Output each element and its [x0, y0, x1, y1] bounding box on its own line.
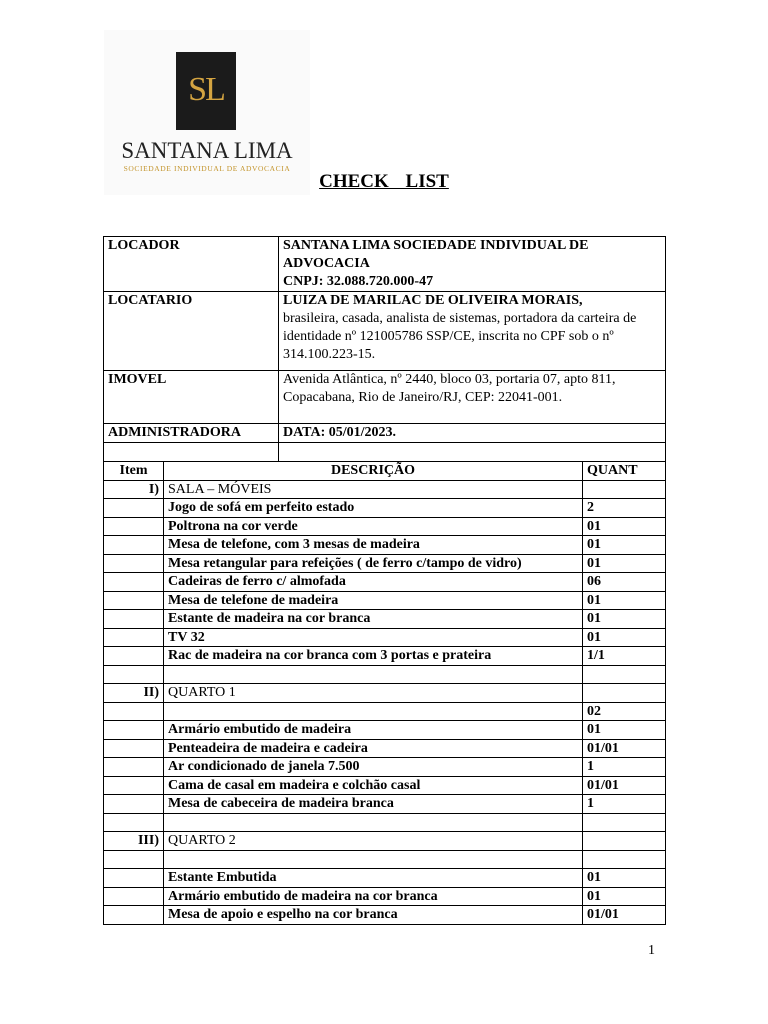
- item-description: [164, 813, 583, 832]
- item-row: [104, 554, 666, 573]
- item-row: [104, 573, 666, 592]
- item-number: II): [104, 684, 164, 703]
- item-description: Mesa de telefone, com 3 mesas de madeira: [164, 536, 583, 555]
- item-quantity: 01: [583, 536, 666, 555]
- parties-table: [103, 236, 666, 462]
- item-row: [104, 795, 666, 814]
- item-number: [104, 702, 164, 721]
- spacer-row: [104, 443, 666, 462]
- header-quant: QUANT: [583, 462, 666, 481]
- locador-cnpj: CNPJ: 32.088.720.000-47: [283, 274, 434, 289]
- item-quantity: 01: [583, 554, 666, 573]
- item-number: [104, 721, 164, 740]
- item-description: Rac de madeira na cor branca com 3 portas e prateira: [164, 647, 583, 666]
- spacer-cell: [104, 443, 279, 462]
- item-row: [104, 758, 666, 777]
- page-number: 1: [648, 943, 655, 958]
- item-description: QUARTO 1: [164, 684, 583, 703]
- logo-name: SANTANA LIMA: [121, 138, 293, 163]
- section-row: [104, 832, 666, 851]
- spacer-cell: [279, 443, 666, 462]
- item-description: QUARTO 2: [164, 832, 583, 851]
- item-row: [104, 610, 666, 629]
- item-quantity: [583, 813, 666, 832]
- item-row: [104, 517, 666, 536]
- item-number: [104, 628, 164, 647]
- header-item: Item: [104, 462, 164, 481]
- item-quantity: 01/01: [583, 906, 666, 925]
- locador-label: LOCADOR: [104, 237, 279, 292]
- item-description: Mesa de apoio e espelho na cor branca: [164, 906, 583, 925]
- item-description: Estante de madeira na cor branca: [164, 610, 583, 629]
- item-row: [104, 850, 666, 869]
- document-title: CHECK LIST: [319, 171, 449, 192]
- item-quantity: 01: [583, 517, 666, 536]
- item-number: [104, 887, 164, 906]
- item-quantity: 01/01: [583, 776, 666, 795]
- item-quantity: 01: [583, 610, 666, 629]
- locatario-cell: [279, 292, 666, 371]
- item-quantity: [583, 832, 666, 851]
- item-quantity: 01: [583, 721, 666, 740]
- locatario-row: [104, 292, 666, 371]
- item-description: Cadeiras de ferro c/ almofada: [164, 573, 583, 592]
- section-row: [104, 684, 666, 703]
- item-number: III): [104, 832, 164, 851]
- item-row: [104, 906, 666, 925]
- imovel-address: Avenida Atlântica, nº 2440, bloco 03, portaria 07, apto 811, Copacabana, Rio de Janeiro/RJ, CEP: 22041-001.: [279, 371, 666, 424]
- item-quantity: [583, 684, 666, 703]
- item-row: [104, 628, 666, 647]
- item-description: Ar condicionado de janela 7.500: [164, 758, 583, 777]
- item-quantity: 06: [583, 573, 666, 592]
- item-number: [104, 758, 164, 777]
- item-description: Estante Embutida: [164, 869, 583, 888]
- item-quantity: 01: [583, 591, 666, 610]
- date-value: DATA: 05/01/2023.: [279, 424, 666, 443]
- locatario-name: LUIZA DE MARILAC DE OLIVEIRA MORAIS,: [283, 293, 583, 308]
- locador-row: [104, 237, 666, 292]
- item-number: [104, 573, 164, 592]
- item-description: Penteadeira de madeira e cadeira: [164, 739, 583, 758]
- item-number: [104, 776, 164, 795]
- item-description: [164, 702, 583, 721]
- item-number: [104, 517, 164, 536]
- item-number: [104, 869, 164, 888]
- imovel-label: IMOVEL: [104, 371, 279, 424]
- item-description: TV 32: [164, 628, 583, 647]
- item-quantity: [583, 480, 666, 499]
- item-row: [104, 499, 666, 518]
- item-description: [164, 850, 583, 869]
- imovel-row: [104, 371, 666, 424]
- item-quantity: 01/01: [583, 739, 666, 758]
- logo-monogram: SL: [188, 71, 224, 108]
- item-row: [104, 721, 666, 740]
- locador-cell: [279, 237, 666, 292]
- item-quantity: 1: [583, 795, 666, 814]
- item-number: [104, 795, 164, 814]
- header-description: DESCRIÇÃO: [164, 462, 583, 481]
- item-quantity: 1/1: [583, 647, 666, 666]
- item-description: Mesa retangular para refeições ( de ferro c/tampo de vidro): [164, 554, 583, 573]
- item-quantity: 01: [583, 869, 666, 888]
- item-description: Cama de casal em madeira e colchão casal: [164, 776, 583, 795]
- items-header-row: [104, 462, 666, 481]
- item-description: [164, 665, 583, 684]
- item-number: [104, 499, 164, 518]
- items-body: [104, 480, 666, 924]
- item-row: [104, 739, 666, 758]
- item-row: [104, 665, 666, 684]
- item-quantity: 01: [583, 628, 666, 647]
- items-table: [103, 461, 666, 925]
- item-number: [104, 665, 164, 684]
- item-description: Jogo de sofá em perfeito estado: [164, 499, 583, 518]
- item-row: [104, 591, 666, 610]
- item-number: [104, 647, 164, 666]
- item-quantity: 01: [583, 887, 666, 906]
- item-description: Armário embutido de madeira na cor branca: [164, 887, 583, 906]
- item-quantity: 1: [583, 758, 666, 777]
- item-row: [104, 647, 666, 666]
- item-row: [104, 813, 666, 832]
- item-quantity: [583, 665, 666, 684]
- item-number: [104, 850, 164, 869]
- item-row: [104, 887, 666, 906]
- item-description: Armário embutido de madeira: [164, 721, 583, 740]
- item-description: Mesa de telefone de madeira: [164, 591, 583, 610]
- item-quantity: 02: [583, 702, 666, 721]
- item-quantity: 2: [583, 499, 666, 518]
- item-row: [104, 776, 666, 795]
- item-description: Mesa de cabeceira de madeira branca: [164, 795, 583, 814]
- item-number: [104, 554, 164, 573]
- locatario-label: LOCATARIO: [104, 292, 279, 371]
- logo-tagline: SOCIEDADE INDIVIDUAL DE ADVOCACIA: [123, 164, 291, 173]
- item-description: Poltrona na cor verde: [164, 517, 583, 536]
- item-number: [104, 591, 164, 610]
- item-row: [104, 869, 666, 888]
- item-quantity: [583, 850, 666, 869]
- item-number: [104, 610, 164, 629]
- item-number: I): [104, 480, 164, 499]
- item-number: [104, 536, 164, 555]
- admin-label: ADMINISTRADORA: [104, 424, 279, 443]
- item-row: [104, 702, 666, 721]
- item-row: [104, 536, 666, 555]
- item-number: [104, 739, 164, 758]
- item-number: [104, 906, 164, 925]
- section-row: [104, 480, 666, 499]
- item-number: [104, 813, 164, 832]
- locatario-details: brasileira, casada, analista de sistemas, portadora da carteira de identidade nº 121005786 SSP/CE, inscrita no CPF sob o nº 314.100.223-15.: [283, 311, 637, 362]
- locador-name: SANTANA LIMA SOCIEDADE INDIVIDUAL DE ADVOCACIA: [283, 238, 589, 271]
- item-description: SALA – MÓVEIS: [164, 480, 583, 499]
- admin-row: [104, 424, 666, 443]
- logo-monogram-box: [176, 52, 236, 130]
